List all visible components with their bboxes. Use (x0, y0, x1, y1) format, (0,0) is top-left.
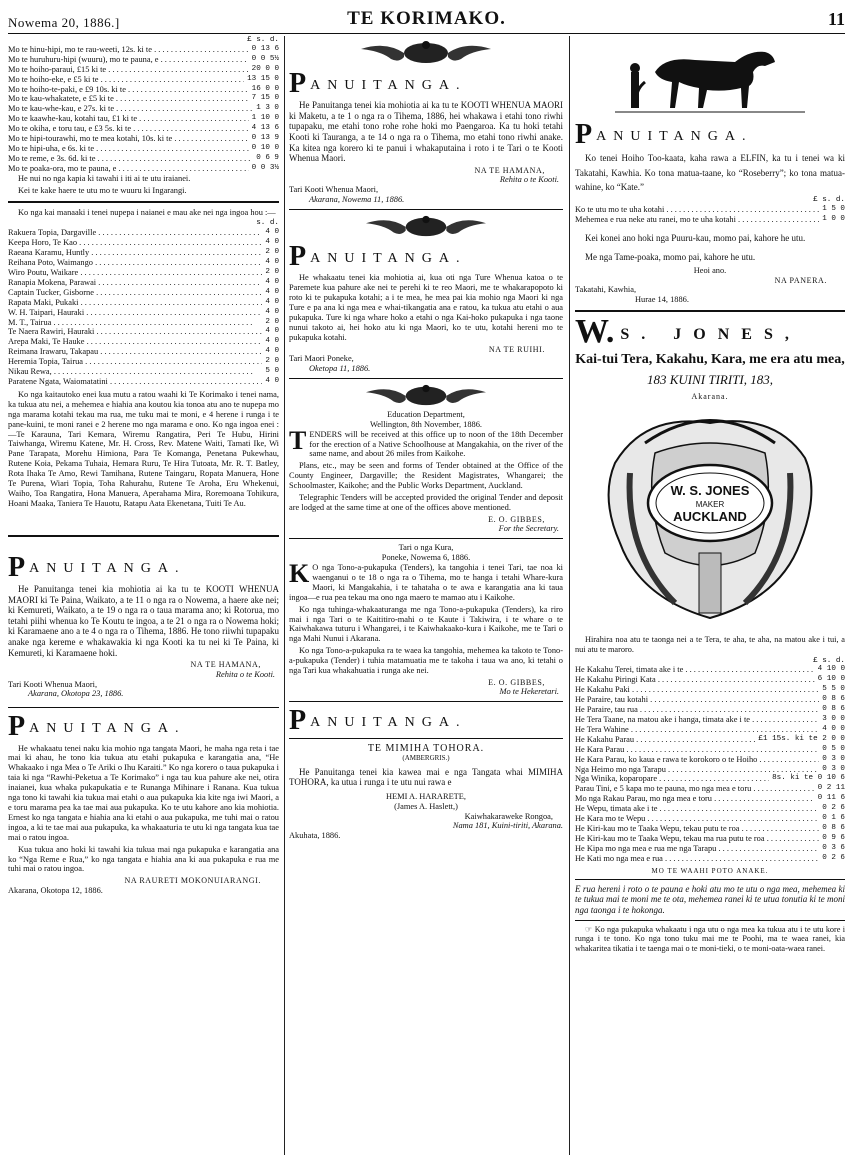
subscriber-row-amount: 2 0 (265, 248, 279, 257)
subscriber-row (8, 347, 279, 357)
notice-date: Akarana, Okotopa 12, 1886. (8, 885, 103, 895)
column-divider-1 (284, 36, 285, 1155)
tender-department: Education Department, (387, 409, 465, 419)
prices-note-2: Kei te kake haere te utu mo te wuuru ki Ingarangi. (18, 185, 187, 195)
column-1 (8, 36, 279, 1156)
price-row-label: Mo te hipi-uha, e 6s. ki te . . . (8, 144, 249, 154)
panuitanga-heading (289, 241, 563, 272)
subscriber-row (8, 357, 279, 367)
price-row-amount: 16 0 0 (251, 84, 279, 93)
signature-title: Rehita o te Kooti. (499, 175, 559, 185)
signature: NA RAURETI MOKONUIARANGI. (124, 876, 261, 886)
jones-price-row-amount: 0 2 6 (822, 804, 845, 813)
jones-intro: Hirahira noa atu te taonga nei a te Tera, te aha, te aha, na matou ake i tui, a nui atu te maroro. (575, 634, 845, 654)
jones-price-row-amount: 6 10 0 (817, 675, 845, 684)
cash-only: MO TE WAAHI POTO ANAKE. (651, 866, 769, 875)
jones-initial: W. (575, 313, 615, 351)
jones-price-row-amount: 0 11 6 (817, 794, 845, 803)
price-row-label: Mo te huruhuru-hipi (wuuru), mo te pauna, e . . . (8, 55, 249, 65)
jones-price-row-amount: 0 3 0 (822, 754, 845, 763)
subscriber-row (8, 367, 279, 377)
saddle-stamp-line-3: AUCKLAND (673, 508, 747, 524)
panuitanga-heading (8, 711, 279, 743)
jones-price-row-label: He Kakahu Terei, timata ake i te . . . (575, 665, 815, 675)
royal-crest-icon (351, 383, 501, 407)
jones-price-row-label: He Kati mo nga mea e rua . . . (575, 854, 819, 864)
jones-price-row (575, 705, 845, 715)
panuitanga-rest: ANUITANGA. (596, 128, 753, 144)
jones-price-row-amount: 0 1 6 (822, 814, 845, 823)
tender-text: ENDERS will be received at this office up to noon of the 18th December for the erection of a Native Schoolhouse at Mangakahia, on the river of the same name, and about 26 miles from Kaikohe. (309, 429, 563, 459)
price-row (8, 104, 279, 114)
jones-price-row-amount: 0 9 6 (822, 833, 845, 842)
signature-title: Rehita o te Kooti. (215, 669, 275, 679)
subscriber-row-amount: 2 0 (265, 357, 279, 366)
jones-price-row-amount: 0 5 0 (822, 744, 845, 753)
divider (289, 738, 563, 739)
signature: NA PANERA. (774, 275, 827, 285)
signature-title: For the Secretary. (498, 524, 559, 534)
mimiha-signature: HEMI A. HARARETE, (385, 791, 467, 801)
royal-crest-icon (351, 39, 501, 65)
dropcap-t: T (289, 425, 307, 455)
subscriber-row-amount: 4 0 (265, 307, 279, 316)
price-row-amount: 0 10 0 (251, 144, 279, 153)
jones-price-row (575, 725, 845, 735)
subscriber-row-amount: 4 0 (265, 287, 279, 296)
subscriber-row-amount: 4 0 (265, 327, 279, 336)
column-2 (289, 36, 563, 1156)
jones-price-row (575, 794, 845, 804)
jones-price-row (575, 715, 845, 725)
jones-price-row-label: He Tera Taane, na matou ake i hanga, timata ake i te . . . (575, 715, 819, 725)
price-row-label: Mo te kau-whe-kau, e 27s. ki te . . . (8, 104, 253, 114)
price-row-label: Mo te hoiho-te-paki, e £9 10s. ki te . . . (8, 85, 249, 95)
jones-price-row-amount: 0 2 6 (822, 853, 845, 862)
mimiha-subtitle: (AMBERGRIS.) (402, 754, 450, 763)
jones-price-row-label: Mo nga Rakau Parau, mo nga mea e toru . . . (575, 794, 815, 804)
jones-price-row-amount: 0 8 6 (822, 695, 845, 704)
tender-notice-2: Plans, etc., may be seen and forms of Tender obtained at the Office of the County Engineer, Dargaville; the Resident Magistrates, Whangarei; the Schoolmaster, Kaikohe; and the Public Works Department, Auckland. (289, 461, 563, 491)
closing: Heoi ano. (693, 265, 727, 275)
jones-price-row-amount: 0 8 6 (822, 705, 845, 714)
jones-price-row-label: Nga Heimo mo nga Tarapu . . . (575, 765, 819, 775)
pukapuka-notice-2: Kua tukua ano hoki ki tawahi kia tukua mai nga pukapuka e karangatia ana ko “Nga Reme e Rua,” ko nga tangata e hiahia ana ki aua pukapuka e rua me tuhi mai o ratou ingoa. (8, 844, 279, 874)
office-name: Tari Kooti Whenua Maori, (289, 185, 379, 195)
pukapuka-notice: He whakaatu tenei naku kia mohio nga tangata Maori, he maha nga reta i tae mai ki ahau, he tono kia tukua atu etahi pukapuka e karangatia ana, “He Whakaako i nga Mea o Te Ariki o Ihu Karaiti.” Ko nga korero o taua pukapuka i taia ki nga “Rawhi-Peketua a Te Korimako” i nga tau kua pahure ake nei, otira inaianei, kua whaka pukapukatia e te Runanga Mihinare i Ranana. Kua tukua nga tono ki tawahi kia tukua mai etahi o aua pukapuka kia kite nga iwi Maori, a e toru marama pea ka tae mai aua pukapuka. Ko te utu kahore ano kia mohiotia. Ernest ko nga tangata e hiahia ana ki etahi o aua pukapuka, me tuhi mai o ratou ingoa, a ki te tae mai aua pukapuka, ka whakaaturia te utu ki nga tangata kua tae mai o ratou ingoa. (8, 743, 279, 842)
price-row-label: Mo te hoiho-eke, e £5 ki te . . . (8, 75, 244, 85)
elfin-stallion-notice: Ko tenei Hoiho Too-kaata, kaha rawa a ELFIN, ka tu i tenei wa ki Takatahi, Kawhia. Ko tona matua-taane, ko “Roseberry”; ko tona matua-wahine, ko “Kate.” (575, 153, 845, 192)
panuitanga-heading (575, 119, 845, 150)
divider (289, 701, 563, 702)
horse-date: Hurae 14, 1886. (635, 295, 689, 305)
panuitanga-initial: P (289, 705, 307, 737)
jones-price-row-label: He Kipa mo nga mea e rua me nga Tarapu . . . (575, 844, 819, 854)
kaitautoko-notice: Ko nga kaitautoko enei kua mutu a ratou waahi ki Te Korimako i tenei nama, ka tukua atu nei, a mehemea e hiahia ana koutou kia tonoa atu ano te nupepa mo nga marama kotahi tekau ma rua, me tuku mai te moni, e 4 herene i runga i te pane-kuini, te moni ranei e 2 herene mo nga marama e ono. Ko nga ingoa enei :—Te Karauna, Tari Kemara, Wiremu Rangatira, Peri Te Hubu, Hirini Taiwhanga, Wiremu Katene, Mr. H. Cross, Rev. Matene Waiti, Tamati Ike, Wi Pane Tarapata, Morehu Himiona, Para Te Komanga, Penetana Pukewhau, Rutene Koia, Pekama Tuhaia, Hemara Ruru, Te Hira Tutoata, Mr. R. T. Batley, Rota Ihaka Te Amo, Rewi Tamihana, Rutene Taingaru, Ropata Manuera, Hone Te Purena, Wiari Topia, Toha Rahurahu, Rutene Te Aroha, Eru Whekenui, Waiho, Toa Rangatira, Hona Manuera, Aperahama Mira, Roremoana Tohikura, Hoani Maaka, Taniera Te Hauotu, Ratapu Aata Ekenetana, Tuiti Te Au. (8, 389, 279, 508)
jones-price-row (575, 685, 845, 695)
office-name: Tari Kooti Whenua Maori, (8, 679, 98, 689)
subscriber-row-amount: 4 0 (265, 347, 279, 356)
signature: NA TE RUIHI. (488, 344, 545, 354)
tender-location: Wellington, 8th November, 1886. (369, 419, 483, 429)
subscriber-row (8, 228, 279, 238)
jones-lsd-header: £ s. d. (813, 656, 845, 665)
jones-price-row-amount: £1 15s. ki te 2 0 0 (758, 734, 845, 743)
jones-price-row-amount: 3 0 0 (822, 714, 845, 723)
puuru-kau-notice: Kei konei ano hoki nga Puuru-kau, momo pai, kahore he utu. (585, 233, 806, 244)
price-row-amount: 0 13 9 (251, 134, 279, 143)
price-row-label: Mo te kau-whakatete, e £5 ki te . . . (8, 94, 249, 104)
price-row (8, 144, 279, 154)
issue-date: Nowema 20, 1886.] (8, 14, 120, 30)
horse-illustration-icon (615, 42, 805, 120)
prices-list (8, 45, 279, 174)
jones-price-row-amount: 5 5 0 (822, 685, 845, 694)
office-name: Tari Maori Poneke, (289, 353, 354, 363)
kooti-notice-paina: He Panuitanga tenei kia mohiotia ai ka tu te KOOTI WHENUA MAORI ki Te Paina, Waikato, a te 11 o nga ra o Nowema, a haere ake nei; ki Kemureti, Waikato, a te 19 o nga ra o taua marama ano; ki Rotorua, mo tetahi piihi whenua ko Te Koutu te ingoa, a te 21 o nga ra o Nowema hoki; ki Karamaene ano a te 4 o nga ra o Tihema, 1886. He tono riiwhi tupapaku anake nga kereme e whakawakia ki nga Kooti ka tu nei ki Te Paina, ki Kemureti, ki Karamaene hoki. (8, 583, 279, 658)
price-row-label: Mo te okiha, e toru tau, e £3 5s. ki te . . . (8, 124, 249, 134)
price-row-amount: 1 3 0 (256, 104, 279, 113)
subscriber-row (8, 377, 279, 387)
divider (289, 209, 563, 210)
subscriber-row-amount: 4 0 (265, 377, 279, 385)
price-row-amount: 4 13 6 (251, 124, 279, 133)
panuitanga-rest: ANUITANGA. (29, 561, 186, 577)
subscribers-intro: Ko nga kai manaaki i tenei nupepa i naianei e mau ake nei nga ingoa hou :— (18, 207, 276, 217)
price-row (8, 85, 279, 95)
subscriber-row (8, 238, 279, 248)
price-row-amount: 0 0 5½ (251, 54, 279, 63)
column-3 (575, 36, 845, 1156)
price-row (8, 124, 279, 134)
price-row-amount: 1 10 0 (251, 114, 279, 123)
subscribers-list (8, 228, 279, 387)
jones-address: 183 KUINI TIRITI, 183, (646, 372, 774, 388)
jones-price-row-amount: 8s. ki te 0 10 6 (772, 774, 845, 783)
subscriber-row-amount: 4 0 (265, 258, 279, 267)
tame-poaka-notice: Me nga Tame-poaka, momo pai, kahore he utu. (585, 251, 756, 262)
subscriber-row-label: Keepa Horo, Te Kao . . . (8, 238, 262, 248)
subscriber-row (8, 298, 279, 308)
panuitanga-heading (289, 68, 563, 99)
signature: E. O. GIBBES, (488, 677, 545, 687)
subscriber-row-amount: 2 0 (265, 317, 279, 326)
jones-price-row (575, 765, 845, 775)
horse-fees (575, 205, 845, 225)
divider (8, 535, 279, 537)
ture-whenua-notice: He whakaatu tenei kia mohiotia ai, kua oti nga Ture Whenua katoa o te Paremete kua pahure ake nei te perehi ki te reo Maori, me te whakarapopoto ki roto ki te pukapuka kotahi; a i te mea, he mea pai kia mohio nga Maori ki nga Ture e pa ana ki nga mea e whai-tikangatia ana e ratou, ka tukua atu etahi o aua pukapuka. Ture ki nga whare hoko a etahi o nga Kai-hoko pukapuka i nga taone nunui takoto ai, hei hoko atu ki nga Maori, ko te utu, kotahi hereni mo te pukapuka kotahi. (289, 273, 563, 342)
pointing-hand-note (575, 925, 845, 954)
tender-notice (289, 425, 563, 460)
subscriber-row-label: W. H. Taipari, Hauraki . . . (8, 308, 262, 318)
tender-notice-3: Telegraphic Tenders will be accepted provided the original Tender and deposit are lodged at the same time at one of the offices above mentioned. (289, 493, 563, 512)
divider (575, 920, 845, 921)
jones-price-row (575, 844, 845, 854)
jones-price-row-label: He Kakahu Parau . . . (575, 735, 755, 745)
jones-price-row-label: He Kakahu Piringi Kata . . . (575, 675, 815, 685)
horse-fee-row-label: Ko te utu mo te uha kotahi . . . (575, 205, 819, 215)
horse-fee-row-amount: 1 0 0 (822, 215, 845, 224)
kura-text: O nga Tono-a-pukapuka (Tenders), ka tangohia i tenei Tari, tae noa ki waenganui o te 18 o nga ra o Tihema, mo te hanga i tetahi Whare-kura Maori, ki Mangakahia, i te tahataha o te awa e karangatia ana ki taua ingoa—e rua pea tekau ma ono nga maero te mamao atu i Kaikohe. (289, 563, 563, 602)
jones-price-row (575, 834, 845, 844)
jones-price-row-amount: 0 2 11 (817, 784, 845, 793)
subscriber-row (8, 308, 279, 318)
subscriber-row-amount: 5 0 (265, 367, 279, 376)
jones-price-row (575, 774, 845, 784)
subscribers-lsd-header: s. d. (256, 219, 279, 228)
jones-price-row-label: He Kiri-kau mo te Taaka Wepu, tekau ma rua putu te roa . . . (575, 834, 819, 844)
jones-price-row-amount: 0 3 0 (822, 764, 845, 773)
price-row-amount: 13 15 0 (247, 74, 279, 83)
kura-office: Tari o nga Kura, (398, 543, 454, 553)
jones-price-row-amount: 0 8 6 (822, 823, 845, 832)
horse-fee-row-amount: 1 5 0 (822, 205, 845, 214)
price-row (8, 134, 279, 144)
jones-price-row (575, 735, 845, 745)
mimiha-role: Kaiwhakaraweke Rongoa, (464, 811, 553, 821)
jones-price-row-label: Nga Winika, koparopare . . . (575, 774, 769, 784)
divider (8, 201, 279, 203)
jones-price-row (575, 675, 845, 685)
price-row (8, 55, 279, 65)
royal-crest-icon (351, 214, 501, 238)
jones-tagline: Kai-tui Tera, Kakahu, Kara, me era atu mea, (575, 351, 845, 367)
newspaper-title: TE KORIMAKO. (347, 7, 506, 29)
jones-price-row-label: Parau Tini, e 5 kapa mo te pauna, mo nga mea e toru . . . (575, 784, 815, 794)
panuitanga-rest: ANUITANGA. (310, 250, 467, 266)
mimiha-title: TE MIMIHA TOHORA. (367, 742, 485, 754)
price-row-amount: 0 13 6 (251, 44, 279, 53)
price-row-label: Mo te hinu-hipi, mo te rau-weeti, 12s. ki te . . . (8, 45, 249, 55)
price-row-label: Mo te hipi-tourawhi, mo te mea kotahi, 10s. ki te . . . (8, 134, 249, 144)
subscriber-row-amount: 4 0 (265, 238, 279, 247)
jones-price-row-label: He Wepu, timata ake i te . . . (575, 804, 819, 814)
kooti-notice-maketu: He Panuitanga tenei kia mohiotia ai ka tu te KOOTI WHENUA MAORI ki Maketu, a te 1 o nga ra o Tihema, 1886, hei whakawa i etahi tono riwhi tupapaku, me etahi tono rohe rohe hoki mo Paengaroa. Ka tu hoki tetahi Kooti ki Tauranga, a te 14 o nga ra o Tihema, mo etahi tono riwhi anake. Ka kitea nga korero ki te panui i whakaputaina i roto i te Tari o te Kooti Whenua Maori. (289, 100, 563, 164)
panuitanga-initial: P (8, 551, 26, 583)
price-row-amount: 20 0 0 (251, 64, 279, 73)
jones-price-row-label: He Kara Parau, ko kaua e rawa te korokoro o te Hoiho . . . (575, 755, 819, 765)
kura-notice-3: Ko nga Tono-a-pukapuka ra te waea ka tangohia, mehemea ka takoto te Tono-a-pukapuka (Tender) i tuhia matamuatia me te takoha i taua wa ano, ki tetahi o nga Tari kua whakahuatia i runga ake nei. (289, 646, 563, 676)
jones-price-row-label: He Kara Parau . . . (575, 745, 819, 755)
page-number: 11 (827, 8, 845, 29)
jones-price-row (575, 854, 845, 864)
price-row (8, 45, 279, 55)
subscriber-row-label: Paratene Ngata, Waiomatatini . . . (8, 377, 262, 387)
jones-price-row-label: He Kiri-kau mo te Taaka Wepu, tekau putu te roa . . . (575, 824, 819, 834)
subscriber-row (8, 258, 279, 268)
catalogue-note: Ko nga pukapuka whakaatu i nga utu o nga mea ka tukua atu i te utu kore i runga i te tono. Ko nga tono tuku mai me te Poohi, ma te waea ranei, kia whakaritea tikatia i te taenga mai o te moni-tieki, o te moni-oata-waea ranei. (575, 924, 845, 953)
page-header (8, 4, 845, 34)
price-row-label: Mo te hoiho-paraui, £15 ki te . . . (8, 65, 249, 75)
panuitanga-initial: P (289, 241, 307, 272)
prices-note: He nui no nga kapia ki tawahi i iti ai te utu iraianei. (18, 173, 191, 183)
divider (8, 707, 279, 708)
price-row-amount: 0 0 3½ (251, 163, 279, 172)
jones-price-row (575, 814, 845, 824)
notice-date: Akarana, Nowema 11, 1886. (309, 195, 405, 205)
jones-price-row-amount: 0 3 6 (822, 843, 845, 852)
mimiha-notice: He Panuitanga tenei kia kawea mai e nga Tangata whai MIMIHA TOHORA, ka utua i runga i te utu nui rawa e (289, 766, 563, 788)
jones-price-row (575, 745, 845, 755)
saddle-stamp-line-2: MAKER (695, 499, 725, 509)
jones-price-row (575, 824, 845, 834)
prices-lsd-header: £ s. d. (247, 36, 279, 44)
subscriber-row-label: Rakuera Topia, Dargaville . . . (8, 228, 262, 238)
subscriber-row-label: Ranapia Mokena, Parawai . . . (8, 278, 262, 288)
panuitanga-rest: ANUITANGA. (310, 77, 467, 93)
jones-price-row-label: He Tera Wahine . . . (575, 725, 819, 735)
signature-title: Mo te Hekeretari. (499, 687, 559, 697)
kura-location: Poneke, Nowema 6, 1886. (381, 553, 471, 563)
dropcap-k: K (289, 559, 310, 588)
subscriber-row-amount: 4 0 (265, 228, 279, 237)
panuitanga-rest: ANUITANGA. (29, 721, 186, 737)
price-row (8, 65, 279, 75)
price-row (8, 75, 279, 85)
subscriber-row-label: Raeana Karamu, Huntly . . . (8, 248, 262, 258)
notice-date: Oketopa 11, 1886. (309, 363, 371, 373)
saddle-illustration-icon (585, 403, 835, 633)
horse-place: Takatahi, Kawhia, (575, 285, 637, 295)
subscriber-row (8, 327, 279, 337)
kura-notice-2: Ko nga tuhinga-whakaaturanga me nga Tono-a-pukapuka (Tenders), ka riro mai i nga Tari o te Kaititiro-mahi o te Kaute i Takiwira, i te whare o te Kaiwhakawa tuturu i Whangarei, i te Kaiwhakaako-kura i Kaikohe, me te Tari o nga Mahi Nunui i Akarana. (289, 604, 563, 644)
jones-price-row (575, 665, 845, 675)
subscriber-row-label: Captain Tucker, Gisborne . . . (8, 288, 262, 298)
price-row (8, 114, 279, 124)
discount-note: E rua hereni i roto o te pauna e hoki atu mo te utu o nga mea, mehemea ki te tukua mai te moni me te ota, mehemea ranei ki te utua tonutia ki te moni nga taonga i te hokonga. (575, 883, 845, 916)
jones-price-row-amount: 4 0 0 (822, 724, 845, 733)
subscriber-row-amount: 4 0 (265, 337, 279, 346)
price-row-amount: 0 6 9 (256, 153, 279, 162)
price-row-label: Mo te kaawhe-kau, kotahi tau, £1 ki te . . . (8, 114, 249, 124)
divider (575, 310, 845, 312)
panuitanga-initial: P (575, 119, 593, 150)
divider (289, 378, 563, 379)
jones-city: Akarana. (691, 391, 729, 401)
price-row-label: Mo te poaka-ora, mo te pauna, e . . . (8, 164, 249, 174)
jones-heading (575, 313, 845, 351)
notice-date: Akarana, Okotopa 23, 1886. (28, 689, 124, 699)
jones-price-list (575, 665, 845, 863)
mimiha-address: Nama 181, Kuini-tiriti, Akarana. (452, 821, 563, 831)
saddle-stamp-line-1: W. S. JONES (670, 482, 750, 498)
price-row (8, 94, 279, 104)
subscriber-row (8, 278, 279, 288)
jones-price-row (575, 804, 845, 814)
divider (575, 879, 845, 880)
signature: NA TE HAMANA, (474, 165, 545, 175)
horse-fee-row (575, 205, 845, 215)
subscriber-row-amount: 2 0 (265, 268, 279, 277)
jones-price-row-label: He Kakahu Paki . . . (575, 685, 819, 695)
jones-price-row-label: He Paraire, tau rua . . . (575, 705, 819, 715)
divider (289, 538, 563, 539)
panuitanga-initial: P (289, 68, 307, 99)
subscriber-row-label: Rapata Maki, Pukaki . . . (8, 298, 262, 308)
horse-fee-row (575, 215, 845, 225)
jones-price-row-amount: 4 10 0 (817, 665, 845, 674)
signature: NA TE HAMANA, (190, 660, 261, 670)
jones-price-row (575, 755, 845, 765)
price-row-label: Mo te reme, e 3s. 6d. ki te . . . (8, 154, 253, 164)
jones-price-row (575, 695, 845, 705)
pointing-hand-icon: ☞ (585, 924, 595, 934)
horse-fee-row-label: Mehemea e rua neke atu ranei, mo te uha kotahi . . . (575, 215, 819, 225)
panuitanga-rest: ANUITANGA. (310, 714, 467, 730)
subscriber-row-label: Reimana Irawaru, Takapau . . . (8, 347, 262, 357)
jones-price-row (575, 784, 845, 794)
kura-notice (289, 559, 563, 603)
panuitanga-heading (289, 705, 563, 737)
mimiha-date: Akuhata, 1886. (289, 831, 341, 841)
subscriber-row-label: M. T., Tairua . . . (8, 318, 252, 328)
price-row-amount: 7 15 0 (251, 94, 279, 103)
panuitanga-initial: P (8, 711, 26, 743)
panuitanga-heading (8, 551, 279, 583)
subscriber-row-label: Reihana Poto, Waimango . . . (8, 258, 262, 268)
subscriber-row (8, 248, 279, 258)
subscriber-row-label: Heremia Topia, Tairua . . . (8, 357, 262, 367)
price-row (8, 154, 279, 164)
subscriber-row (8, 268, 279, 278)
subscriber-row (8, 318, 279, 328)
subscriber-row-amount: 4 0 (265, 277, 279, 286)
horse-lsd-header: £ s. d. (813, 196, 845, 205)
column-divider-2 (569, 36, 570, 1155)
jones-price-row-label: He Kara mo te Wepu . . . (575, 814, 819, 824)
jones-price-row-label: He Paraire, tau kotahi . . . (575, 695, 819, 705)
subscriber-row (8, 337, 279, 347)
signature: E. O. GIBBES, (488, 514, 545, 524)
subscriber-row-label: Te Naera Rawiri, Hauraki . . . (8, 327, 262, 337)
price-row (8, 164, 279, 174)
subscriber-row (8, 288, 279, 298)
subscriber-row-label: Wiro Poutu, Waikare . . . (8, 268, 262, 278)
subscriber-row-amount: 4 0 (265, 297, 279, 306)
subscriber-row-label: Nikau Rewa, . . . (8, 367, 253, 377)
subscriber-row-label: Arepa Maki, Te Hauke . . . (8, 337, 262, 347)
mimiha-signature-english: (James A. Haslett,) (394, 801, 458, 811)
jones-rest: S. JONES, (620, 325, 801, 343)
